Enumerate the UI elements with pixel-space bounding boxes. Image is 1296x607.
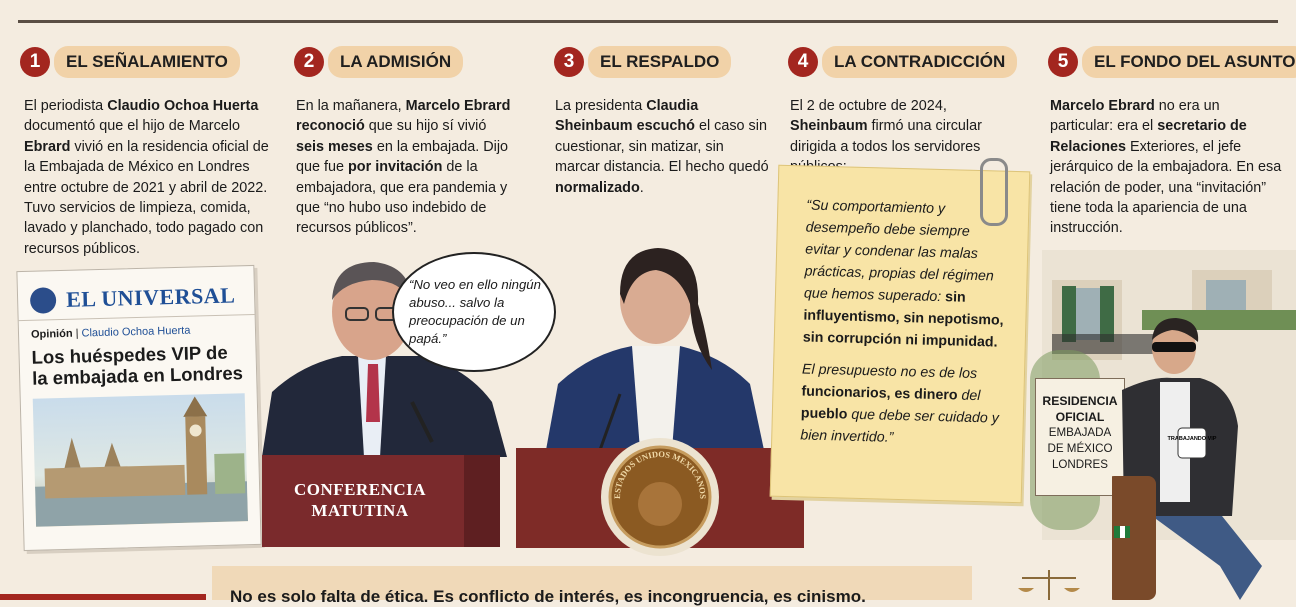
sign-line-1: EMBAJADA <box>1048 426 1112 439</box>
step-number: 1 <box>20 47 50 77</box>
newspaper-masthead <box>17 266 254 321</box>
column-respaldo <box>554 46 770 198</box>
step-number: 2 <box>294 47 324 77</box>
newspaper-headline: Los huéspedes VIP de la embajada en Londres <box>31 341 244 389</box>
justice-scale-icon <box>1014 566 1084 600</box>
step-text: En la mañanera, Marcelo Ebrard reconoció que su hijo sí vivió seis meses en la embajada. Dijo que fue por invitación de la embajadora, que era pandemia y que “no hubo uso indebido de recursos públicos”. <box>296 98 511 237</box>
top-divider <box>18 20 1278 23</box>
newspaper-clipping <box>16 265 261 551</box>
step-label: LA ADMISIÓN <box>328 46 463 78</box>
step-label: EL FONDO DEL ASUNTO <box>1082 46 1296 78</box>
step-number: 5 <box>1048 47 1078 77</box>
mexico-seal-icon <box>601 438 719 556</box>
note-paragraph-2: El presupuesto no es de los funcionarios, es dinero del pueblo que debe ser cuidado y bien invertido.” <box>800 361 999 446</box>
globe-icon <box>30 287 57 314</box>
parliament-illustration <box>33 393 248 527</box>
newspaper-author: Claudio Ochoa Huerta <box>81 324 191 340</box>
column-header <box>788 46 1028 78</box>
step-number: 4 <box>788 47 818 77</box>
note-paragraph-1: “Su comportamiento y desempeño debe siempre evitar y condenar las malas prácticas, propias del régimen que hemos superado: sin influyentismo, sin nepotismo, sin corrupción ni impunidad. <box>802 197 1004 351</box>
step-number: 3 <box>554 47 584 77</box>
big-ben-icon <box>33 393 248 527</box>
column-header <box>20 46 272 78</box>
speech-bubble-text: “No veo en ello ningún abuso... salvo la preocupación de un papá.” <box>409 277 541 346</box>
sign-title: RESIDENCIA OFICIAL <box>1042 394 1118 424</box>
seal-text: ESTADOS UNIDOS MEXICANOS <box>611 448 709 500</box>
step-text: La presidenta Claudia Sheinbaum escuchó el caso sin cuestionar, sin matizar, sin marcar distancia. El hecho quedó normalizado. <box>555 98 769 196</box>
man-with-mug-illustration <box>1112 316 1282 600</box>
newspaper-section: Opinión <box>30 327 73 341</box>
podium-label: CONFERENCIA MATUTINA <box>293 480 427 520</box>
column-senalamiento <box>20 46 272 259</box>
column-header <box>1048 46 1296 78</box>
step-text: Marcelo Ebrard no era un particular: era el secretario de Relaciones Exteriores, el jefe jerárquico de la embajadora. En esa relación de poder, una “invitación” tiene toda la apariencia de una instrucción. <box>1050 98 1282 237</box>
podium-side <box>464 455 500 547</box>
speaker-sheinbaum-illustration <box>540 234 770 450</box>
newspaper-byline: Opinión | Claudio Ochoa Huerta <box>30 324 191 341</box>
newspaper-brand: EL UNIVERSAL <box>65 282 236 312</box>
speech-bubble <box>392 252 556 372</box>
paperclip-icon <box>980 158 1008 226</box>
column-header <box>554 46 770 78</box>
column-admision <box>294 46 516 239</box>
sign-line-3: LONDRES <box>1051 458 1109 471</box>
step-label: EL SEÑALAMIENTO <box>54 46 240 78</box>
step-label: EL RESPALDO <box>588 46 731 78</box>
step-text: El periodista Claudio Ochoa Huerta documentó que el hijo de Marcelo Ebrard vivió en la residencia oficial de la Embajada de México en Londres entre octubre de 2021 y abril de 2022. Tuvo servicios de limpieza, comida, lavado y planchado, todo pagado con recursos públicos. <box>24 98 269 257</box>
column-fondo <box>1048 46 1296 239</box>
seal-graphic <box>601 438 719 556</box>
bottom-accent-bar <box>0 594 206 600</box>
column-header <box>294 46 516 78</box>
step-text: El 2 de octubre de 2024, Sheinbaum firmó una circular dirigida a todos los servidores <box>790 98 982 155</box>
podium-conferencia <box>262 455 500 547</box>
mug-text: TRABAJANDO VIP <box>1167 436 1217 442</box>
step-label: LA CONTRADICCIÓN <box>822 46 1017 78</box>
sign-line-2: DE MÉXICO <box>1047 442 1113 455</box>
bottom-statement: No es solo falta de ética. Es conflicto de interés, es incongruencia, es cinismo. <box>230 587 866 606</box>
